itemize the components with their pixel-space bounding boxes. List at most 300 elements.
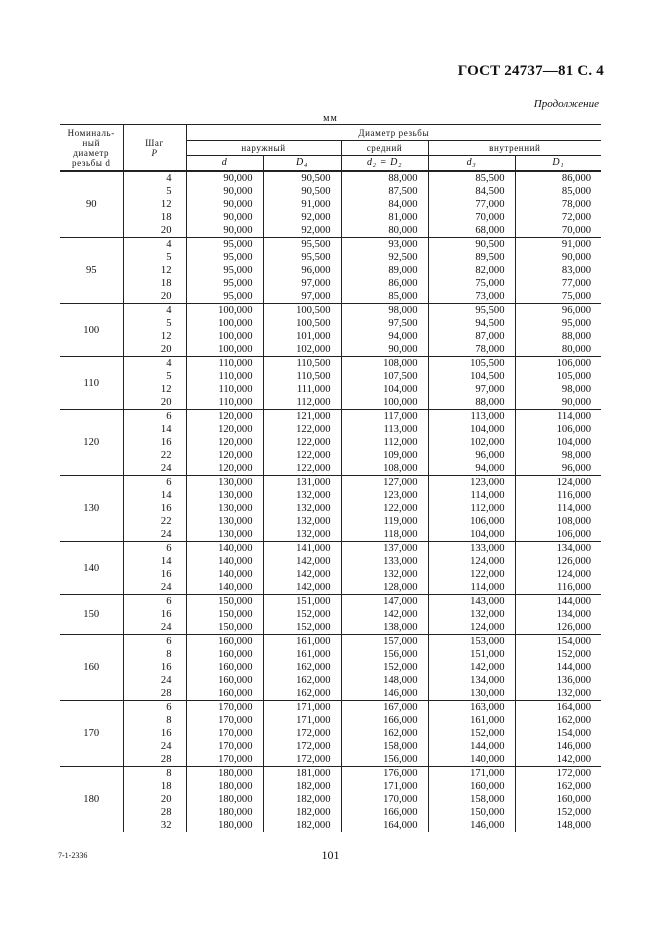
pitch-cell: 24 xyxy=(123,581,186,595)
d-cell: 160,000 xyxy=(186,687,263,701)
D4-cell: 152,000 xyxy=(263,608,341,621)
table-row xyxy=(60,304,601,318)
D1-cell: 124,000 xyxy=(515,476,601,490)
table-row xyxy=(60,581,601,595)
pitch-cell: 4 xyxy=(123,238,186,252)
d-cell: 170,000 xyxy=(186,727,263,740)
pitch-cell: 8 xyxy=(123,714,186,727)
d3-cell: 104,000 xyxy=(428,528,515,542)
d2-D2-cell: 133,000 xyxy=(341,555,428,568)
d3-cell: 123,000 xyxy=(428,476,515,490)
table-row xyxy=(60,568,601,581)
D1-cell: 148,000 xyxy=(556,820,592,831)
nominal-diameter-cell: 120 xyxy=(60,410,123,476)
d3-cell: 113,000 xyxy=(428,410,515,424)
d2-D2-cell: 86,000 xyxy=(341,277,428,290)
d2-D2-cell: 93,000 xyxy=(341,238,428,252)
table-row xyxy=(60,727,601,740)
d-cell: 150,000 xyxy=(186,608,263,621)
d-cell: 140,000 xyxy=(186,568,263,581)
D4-cell: 152,000 xyxy=(263,621,341,635)
D1-cell: 90,000 xyxy=(561,397,592,408)
document-reference: ГОСТ 24737—81 С. 4 xyxy=(457,63,604,79)
d2-D2-cell: 109,000 xyxy=(341,449,428,462)
d2-D2-cell: 170,000 xyxy=(341,793,428,806)
d3-cell: 112,000 xyxy=(428,502,515,515)
D1-cell: 106,000 xyxy=(556,424,592,435)
D1-cell: 136,000 xyxy=(556,675,592,686)
d-cell: 160,000 xyxy=(186,648,263,661)
D4-cell: 122,000 xyxy=(263,462,341,476)
d-cell: 95,000 xyxy=(186,290,263,304)
d2-D2-cell: 152,000 xyxy=(341,661,428,674)
table-row xyxy=(60,251,601,264)
pitch-cell: 8 xyxy=(123,767,186,781)
d3-cell: 104,000 xyxy=(428,423,515,436)
d2-D2-cell: 164,000 xyxy=(341,819,428,832)
D1-cell: 134,000 xyxy=(556,609,592,620)
header-pitch: Шаг P xyxy=(123,125,186,172)
d3-cell: 73,000 xyxy=(428,290,515,304)
table-row xyxy=(60,489,601,502)
pitch-cell: 20 xyxy=(123,396,186,410)
footer-code: 7-1-2336 xyxy=(58,851,88,860)
D4-cell: 97,000 xyxy=(263,290,341,304)
d2-D2-cell: 156,000 xyxy=(341,648,428,661)
D1-cell: 95,000 xyxy=(561,318,592,329)
d-cell: 130,000 xyxy=(186,489,263,502)
d3-cell: 106,000 xyxy=(428,515,515,528)
d3-cell: 158,000 xyxy=(428,793,515,806)
header-middle: средний xyxy=(341,141,428,156)
pitch-cell: 5 xyxy=(123,185,186,198)
pitch-cell: 16 xyxy=(123,661,186,674)
nominal-diameter-cell: 130 xyxy=(60,476,123,542)
table-row xyxy=(60,701,601,715)
d2-D2-cell: 122,000 xyxy=(341,502,428,515)
pitch-cell: 16 xyxy=(123,436,186,449)
d-cell: 160,000 xyxy=(186,635,263,649)
D4-cell: 142,000 xyxy=(263,568,341,581)
d2-D2-cell: 119,000 xyxy=(341,515,428,528)
table-row xyxy=(60,476,601,490)
header-col-D1: D₁ xyxy=(515,156,601,172)
d-cell: 180,000 xyxy=(186,767,263,781)
D1-cell: 144,000 xyxy=(556,662,592,673)
nominal-diameter-cell: 110 xyxy=(60,357,123,410)
D4-cell: 142,000 xyxy=(263,581,341,595)
D1-cell: 116,000 xyxy=(557,582,592,593)
d-cell: 180,000 xyxy=(186,806,263,819)
pitch-cell: 24 xyxy=(123,740,186,753)
d2-D2-cell: 108,000 xyxy=(341,357,428,371)
d-cell: 140,000 xyxy=(186,555,263,568)
D4-cell: 132,000 xyxy=(263,502,341,515)
table-row xyxy=(60,449,601,462)
d3-cell: 143,000 xyxy=(428,595,515,609)
pitch-cell: 4 xyxy=(123,357,186,371)
table-row xyxy=(60,238,601,252)
D1-cell: 162,000 xyxy=(556,715,592,726)
D1-cell: 114,000 xyxy=(515,410,601,424)
d3-cell: 105,500 xyxy=(428,357,515,371)
D4-cell: 151,000 xyxy=(263,595,341,609)
nominal-diameter-cell: 90 xyxy=(60,171,123,238)
d-cell: 160,000 xyxy=(186,661,263,674)
D1-cell: 90,000 xyxy=(561,252,592,263)
d2-D2-cell: 156,000 xyxy=(341,753,428,767)
table-row xyxy=(60,370,601,383)
D1-cell: 91,000 xyxy=(515,238,601,252)
pitch-cell: 16 xyxy=(123,502,186,515)
pitch-cell: 6 xyxy=(123,542,186,556)
pitch-cell: 16 xyxy=(123,568,186,581)
unit-label: мм xyxy=(323,113,338,124)
d3-cell: 75,000 xyxy=(428,277,515,290)
d2-D2-cell: 98,000 xyxy=(341,304,428,318)
table-row xyxy=(60,555,601,568)
D1-cell: 162,000 xyxy=(556,781,592,792)
D1-cell: 144,000 xyxy=(515,595,601,609)
header-col-d2-D2: d₂ = D₂ xyxy=(341,156,428,172)
d3-cell: 152,000 xyxy=(428,727,515,740)
d-cell: 170,000 xyxy=(186,753,263,767)
table-row xyxy=(60,608,601,621)
D4-cell: 97,000 xyxy=(263,277,341,290)
d3-cell: 84,500 xyxy=(428,185,515,198)
d2-D2-cell: 166,000 xyxy=(341,714,428,727)
header-col-d: d xyxy=(186,156,263,172)
d3-cell: 133,000 xyxy=(428,542,515,556)
D1-cell: 164,000 xyxy=(515,701,601,715)
D1-cell: 134,000 xyxy=(515,542,601,556)
d3-cell: 124,000 xyxy=(428,621,515,635)
table-row xyxy=(60,357,601,371)
d3-cell: 171,000 xyxy=(428,767,515,781)
table-row xyxy=(60,290,601,304)
pitch-cell: 12 xyxy=(123,330,186,343)
D4-cell: 172,000 xyxy=(263,727,341,740)
pitch-cell: 14 xyxy=(123,489,186,502)
d-cell: 110,000 xyxy=(186,396,263,410)
d2-D2-cell: 132,000 xyxy=(341,568,428,581)
d2-D2-cell: 148,000 xyxy=(341,674,428,687)
D1-cell: 160,000 xyxy=(556,794,592,805)
pitch-cell: 5 xyxy=(123,317,186,330)
D4-cell: 161,000 xyxy=(263,635,341,649)
D4-cell: 102,000 xyxy=(263,343,341,357)
table-row xyxy=(60,674,601,687)
pitch-cell: 16 xyxy=(123,727,186,740)
pitch-cell: 18 xyxy=(123,211,186,224)
d3-cell: 102,000 xyxy=(428,436,515,449)
d2-D2-cell: 113,000 xyxy=(341,423,428,436)
d-cell: 150,000 xyxy=(186,595,263,609)
table-row xyxy=(60,806,601,819)
d2-D2-cell: 88,000 xyxy=(341,171,428,185)
nominal-diameter-cell: 95 xyxy=(60,238,123,304)
d-cell: 95,000 xyxy=(186,264,263,277)
D4-cell: 95,500 xyxy=(263,238,341,252)
d3-cell: 130,000 xyxy=(428,687,515,701)
d-cell: 130,000 xyxy=(186,502,263,515)
D4-cell: 181,000 xyxy=(263,767,341,781)
d2-D2-cell: 146,000 xyxy=(341,687,428,701)
d3-cell: 140,000 xyxy=(428,753,515,767)
d2-D2-cell: 176,000 xyxy=(341,767,428,781)
D1-cell: 85,000 xyxy=(561,186,592,197)
pitch-cell: 5 xyxy=(123,251,186,264)
d3-cell: 87,000 xyxy=(428,330,515,343)
d2-D2-cell: 97,500 xyxy=(341,317,428,330)
table-row xyxy=(60,687,601,701)
d-cell: 150,000 xyxy=(186,621,263,635)
D4-cell: 110,500 xyxy=(263,357,341,371)
d-cell: 120,000 xyxy=(186,462,263,476)
D4-cell: 142,000 xyxy=(263,555,341,568)
D1-cell: 132,000 xyxy=(556,688,592,699)
D4-cell: 171,000 xyxy=(263,701,341,715)
D1-cell: 105,000 xyxy=(556,371,592,382)
d3-cell: 142,000 xyxy=(428,661,515,674)
D1-cell: 106,000 xyxy=(556,529,592,540)
D4-cell: 112,000 xyxy=(263,396,341,410)
header-nominal-diameter: Номиналь- ный диаметр резьбы d xyxy=(60,125,123,172)
D4-cell: 171,000 xyxy=(263,714,341,727)
d2-D2-cell: 100,000 xyxy=(341,396,428,410)
D1-cell: 72,000 xyxy=(561,212,592,223)
pitch-cell: 24 xyxy=(123,621,186,635)
table-row xyxy=(60,767,601,781)
nominal-diameter-cell: 180 xyxy=(60,767,123,833)
D1-cell: 88,000 xyxy=(561,331,592,342)
d2-D2-cell: 81,000 xyxy=(341,211,428,224)
D4-cell: 131,000 xyxy=(263,476,341,490)
d2-D2-cell: 118,000 xyxy=(341,528,428,542)
D1-cell: 126,000 xyxy=(556,622,592,633)
D4-cell: 100,500 xyxy=(263,317,341,330)
pitch-cell: 18 xyxy=(123,780,186,793)
d-cell: 160,000 xyxy=(186,674,263,687)
d2-D2-cell: 147,000 xyxy=(341,595,428,609)
table-row xyxy=(60,502,601,515)
d2-D2-cell: 89,000 xyxy=(341,264,428,277)
D4-cell: 132,000 xyxy=(263,528,341,542)
d-cell: 140,000 xyxy=(186,581,263,595)
table-row xyxy=(60,396,601,410)
pitch-cell: 20 xyxy=(123,290,186,304)
D1-cell: 114,000 xyxy=(557,503,592,514)
d-cell: 120,000 xyxy=(186,423,263,436)
table-row xyxy=(60,542,601,556)
d-cell: 90,000 xyxy=(186,198,263,211)
pitch-cell: 6 xyxy=(123,410,186,424)
pitch-cell: 6 xyxy=(123,701,186,715)
D1-cell: 98,000 xyxy=(561,450,592,461)
d2-D2-cell: 137,000 xyxy=(341,542,428,556)
table-row xyxy=(60,740,601,753)
pitch-cell: 4 xyxy=(123,171,186,185)
d2-D2-cell: 107,500 xyxy=(341,370,428,383)
d3-cell: 114,000 xyxy=(428,581,515,595)
d-cell: 110,000 xyxy=(186,370,263,383)
D1-cell: 96,000 xyxy=(561,463,592,474)
D1-cell: 142,000 xyxy=(556,754,592,765)
pitch-cell: 18 xyxy=(123,277,186,290)
D4-cell: 121,000 xyxy=(263,410,341,424)
d3-cell: 70,000 xyxy=(428,211,515,224)
D1-cell: 152,000 xyxy=(556,807,592,818)
pitch-cell: 4 xyxy=(123,304,186,318)
d3-cell: 97,000 xyxy=(428,383,515,396)
header-col-D4: D₄ xyxy=(263,156,341,172)
D4-cell: 132,000 xyxy=(263,489,341,502)
pitch-cell: 12 xyxy=(123,198,186,211)
table-row xyxy=(60,383,601,396)
d-cell: 180,000 xyxy=(186,819,263,832)
d-cell: 95,000 xyxy=(186,251,263,264)
d3-cell: 94,500 xyxy=(428,317,515,330)
nominal-diameter-cell: 100 xyxy=(60,304,123,357)
D4-cell: 96,000 xyxy=(263,264,341,277)
d3-cell: 68,000 xyxy=(428,224,515,238)
pitch-cell: 6 xyxy=(123,476,186,490)
d3-cell: 122,000 xyxy=(428,568,515,581)
table-row xyxy=(60,621,601,635)
D1-cell: 106,000 xyxy=(515,357,601,371)
d-cell: 90,000 xyxy=(186,171,263,185)
pitch-cell: 24 xyxy=(123,674,186,687)
D4-cell: 92,000 xyxy=(263,224,341,238)
d3-cell: 146,000 xyxy=(428,819,515,832)
table-row xyxy=(60,515,601,528)
d3-cell: 160,000 xyxy=(428,780,515,793)
D1-cell: 77,000 xyxy=(561,278,592,289)
d-cell: 170,000 xyxy=(186,714,263,727)
d-cell: 120,000 xyxy=(186,436,263,449)
d-cell: 100,000 xyxy=(186,343,263,357)
d-cell: 90,000 xyxy=(186,185,263,198)
D4-cell: 90,500 xyxy=(263,171,341,185)
table-row xyxy=(60,753,601,767)
d-cell: 90,000 xyxy=(186,224,263,238)
D4-cell: 172,000 xyxy=(263,753,341,767)
table-row xyxy=(60,277,601,290)
pitch-cell: 12 xyxy=(123,264,186,277)
D1-cell: 126,000 xyxy=(556,556,592,567)
D4-cell: 182,000 xyxy=(263,793,341,806)
D4-cell: 162,000 xyxy=(263,661,341,674)
d-cell: 90,000 xyxy=(186,211,263,224)
d3-cell: 94,000 xyxy=(428,462,515,476)
d2-D2-cell: 108,000 xyxy=(341,462,428,476)
d-cell: 110,000 xyxy=(186,383,263,396)
d2-D2-cell: 171,000 xyxy=(341,780,428,793)
table-row xyxy=(60,780,601,793)
nominal-diameter-cell: 140 xyxy=(60,542,123,595)
D1-cell: 75,000 xyxy=(561,291,592,302)
d2-D2-cell: 138,000 xyxy=(341,621,428,635)
d-cell: 130,000 xyxy=(186,528,263,542)
D1-cell: 154,000 xyxy=(556,728,592,739)
D1-cell: 80,000 xyxy=(561,344,592,355)
table-row xyxy=(60,171,601,185)
table-row xyxy=(60,635,601,649)
d3-cell: 144,000 xyxy=(428,740,515,753)
D1-cell: 78,000 xyxy=(561,199,592,210)
d-cell: 170,000 xyxy=(186,701,263,715)
d3-cell: 124,000 xyxy=(428,555,515,568)
D4-cell: 182,000 xyxy=(263,806,341,819)
d3-cell: 85,500 xyxy=(428,171,515,185)
pitch-cell: 16 xyxy=(123,608,186,621)
d2-D2-cell: 80,000 xyxy=(341,224,428,238)
pitch-cell: 6 xyxy=(123,635,186,649)
d3-cell: 96,000 xyxy=(428,449,515,462)
table-row xyxy=(60,714,601,727)
d-cell: 110,000 xyxy=(186,357,263,371)
D4-cell: 110,500 xyxy=(263,370,341,383)
D1-cell: 96,000 xyxy=(515,304,601,318)
d2-D2-cell: 158,000 xyxy=(341,740,428,753)
d3-cell: 132,000 xyxy=(428,608,515,621)
D1-cell: 146,000 xyxy=(556,741,592,752)
nominal-diameter-cell: 150 xyxy=(60,595,123,635)
pitch-cell: 20 xyxy=(123,343,186,357)
table-row xyxy=(60,211,601,224)
d-cell: 120,000 xyxy=(186,410,263,424)
table-row xyxy=(60,198,601,211)
D4-cell: 182,000 xyxy=(263,780,341,793)
header-outer: наружный xyxy=(186,141,341,156)
d2-D2-cell: 123,000 xyxy=(341,489,428,502)
pitch-cell: 5 xyxy=(123,370,186,383)
d-cell: 100,000 xyxy=(186,304,263,318)
D4-cell: 90,500 xyxy=(263,185,341,198)
table-row xyxy=(60,462,601,476)
continuation-label: Продолжение xyxy=(533,98,599,110)
d-cell: 95,000 xyxy=(186,238,263,252)
pitch-cell: 28 xyxy=(123,687,186,701)
table-row xyxy=(60,793,601,806)
d2-D2-cell: 128,000 xyxy=(341,581,428,595)
d2-D2-cell: 142,000 xyxy=(341,608,428,621)
d3-cell: 161,000 xyxy=(428,714,515,727)
table-row xyxy=(60,595,601,609)
D4-cell: 111,000 xyxy=(263,383,341,396)
table-row xyxy=(60,819,601,832)
d2-D2-cell: 104,000 xyxy=(341,383,428,396)
pitch-cell: 32 xyxy=(123,819,186,832)
d3-cell: 88,000 xyxy=(428,396,515,410)
d3-cell: 163,000 xyxy=(428,701,515,715)
table-row xyxy=(60,436,601,449)
D1-cell: 172,000 xyxy=(515,767,601,781)
D4-cell: 122,000 xyxy=(263,436,341,449)
d2-D2-cell: 162,000 xyxy=(341,727,428,740)
pitch-cell: 6 xyxy=(123,595,186,609)
d2-D2-cell: 90,000 xyxy=(341,343,428,357)
pitch-cell: 8 xyxy=(123,648,186,661)
d3-cell: 153,000 xyxy=(428,635,515,649)
table-body xyxy=(60,171,601,832)
D4-cell: 91,000 xyxy=(263,198,341,211)
d2-D2-cell: 84,000 xyxy=(341,198,428,211)
d2-D2-cell: 127,000 xyxy=(341,476,428,490)
d2-D2-cell: 85,000 xyxy=(341,290,428,304)
pitch-cell: 22 xyxy=(123,449,186,462)
d-cell: 130,000 xyxy=(186,476,263,490)
